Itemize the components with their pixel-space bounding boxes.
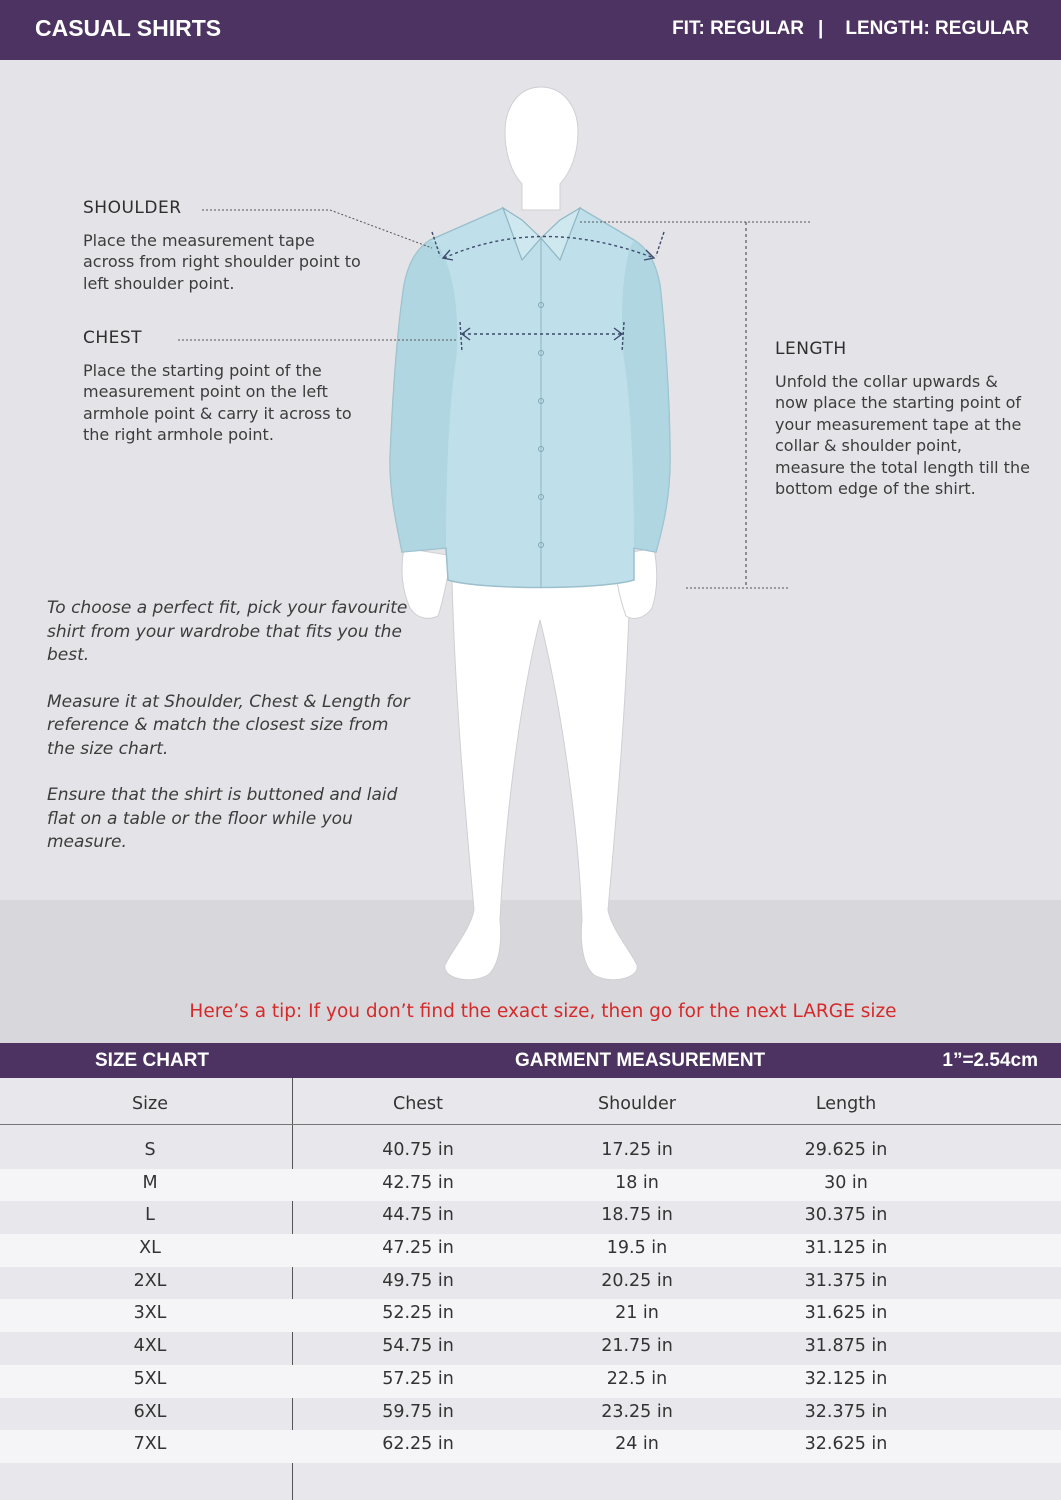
mannequin-head (505, 87, 578, 210)
header-size: Size (132, 1094, 168, 1114)
table-row (0, 1430, 1061, 1463)
cell-size: 3XL (133, 1303, 167, 1324)
shoulder-tick-right (656, 232, 664, 256)
cell-shoulder: 23.25 in (601, 1401, 673, 1422)
cell-chest: 49.75 in (382, 1270, 454, 1291)
cell-chest: 42.75 in (382, 1172, 454, 1193)
cell-length: 31.625 in (804, 1303, 888, 1324)
unit-conversion: 1”=2.54cm (942, 1050, 1038, 1071)
cell-chest: 62.25 in (382, 1434, 454, 1455)
chest-note (83, 328, 363, 446)
cell-chest: 57.25 in (382, 1368, 454, 1389)
cell-chest: 59.75 in (382, 1401, 454, 1422)
table-row (0, 1234, 1061, 1267)
cell-length: 30.375 in (804, 1205, 888, 1226)
cell-length: 32.125 in (804, 1368, 888, 1389)
shoulder-text: Place the measurement tape across from right shoulder point to left shoulder point. (83, 230, 361, 293)
cell-length: 31.375 in (804, 1270, 888, 1291)
length-text: Unfold the collar upwards & now place the starting point of your measurement tape at the collar & shoulder point, measure the total length till the bottom edge of the shirt. (775, 371, 1030, 498)
cell-chest: 40.75 in (382, 1140, 454, 1160)
chest-text: Place the starting point of the measurement point on the left armhole point & carry it across to the right armhole point. (83, 360, 352, 444)
cell-shoulder: 20.25 in (601, 1270, 673, 1291)
garment-measurement-title: GARMENT MEASUREMENT (515, 1050, 766, 1071)
advice-paragraph: Measure it at Shoulder, Chest & Length for reference & match the closest size from the size chart. (47, 691, 410, 759)
cell-size: 5XL (133, 1368, 167, 1389)
cell-chest: 47.25 in (382, 1238, 454, 1259)
cell-size: XL (139, 1238, 161, 1259)
cell-shoulder: 18.75 in (601, 1205, 673, 1226)
mannequin-legs (445, 580, 637, 980)
table-row (0, 1299, 1061, 1332)
page-title: CASUAL SHIRTS (35, 15, 222, 41)
table-row (0, 1398, 1061, 1431)
shoulder-note (83, 198, 363, 294)
chest-heading: CHEST (83, 328, 143, 348)
page-header (0, 0, 1061, 60)
size-tip: Here’s a tip: If you don’t find the exact size, then go for the next LARGE size (189, 1001, 897, 1022)
length-heading: LENGTH (775, 339, 847, 359)
cell-length: 29.625 in (804, 1140, 888, 1160)
size-chart-title: SIZE CHART (95, 1050, 209, 1071)
fit-advice (47, 597, 417, 878)
cell-length: 31.875 in (804, 1336, 888, 1357)
table-body (0, 1136, 1061, 1463)
table-row (0, 1136, 1061, 1169)
length-note (775, 339, 1035, 500)
cell-chest: 44.75 in (382, 1205, 454, 1226)
advice-paragraph: To choose a perfect fit, pick your favourite shirt from your wardrobe that fits you the best. (47, 598, 408, 665)
size-table (0, 1078, 1061, 1500)
cell-chest: 52.25 in (382, 1303, 454, 1324)
advice-paragraph: Ensure that the shirt is buttoned and laid flat on a table or the floor while you measure. (47, 785, 398, 852)
cell-shoulder: 21.75 in (601, 1336, 673, 1357)
cell-shoulder: 17.25 in (601, 1140, 673, 1160)
table-row (0, 1332, 1061, 1365)
shoulder-heading: SHOULDER (83, 198, 182, 218)
size-chart-header (0, 1043, 1061, 1078)
measurement-guide (0, 60, 1061, 1043)
table-row (0, 1365, 1061, 1398)
cell-size: 7XL (133, 1434, 167, 1455)
cell-shoulder: 24 in (615, 1434, 659, 1455)
cell-length: 32.625 in (804, 1434, 888, 1455)
cell-length: 32.375 in (804, 1401, 888, 1422)
cell-chest: 54.75 in (382, 1336, 454, 1357)
header-chest: Chest (392, 1094, 444, 1114)
cell-size: L (145, 1205, 155, 1226)
separator: | (818, 18, 824, 39)
cell-size: 2XL (133, 1270, 167, 1291)
cell-length: 31.125 in (804, 1238, 888, 1259)
header-length: Length (815, 1094, 877, 1114)
table-row (0, 1201, 1061, 1234)
cell-size: 4XL (133, 1336, 167, 1357)
table-row (0, 1169, 1061, 1202)
cell-shoulder: 19.5 in (606, 1238, 668, 1259)
length-label: LENGTH: REGULAR (845, 18, 1029, 39)
table-row (0, 1267, 1061, 1300)
cell-size: M (142, 1172, 158, 1193)
cell-size: 6XL (133, 1401, 167, 1422)
cell-length: 30 in (824, 1172, 868, 1193)
cell-size: S (144, 1140, 156, 1160)
cell-shoulder: 21 in (615, 1303, 659, 1324)
header-divider (0, 1124, 1061, 1125)
table-header (0, 1094, 1061, 1118)
fit-info (672, 18, 1029, 40)
cell-shoulder: 18 in (615, 1172, 659, 1193)
cell-shoulder: 22.5 in (606, 1368, 668, 1389)
header-shoulder: Shoulder (598, 1094, 676, 1114)
fit-label: FIT: REGULAR (672, 18, 805, 39)
